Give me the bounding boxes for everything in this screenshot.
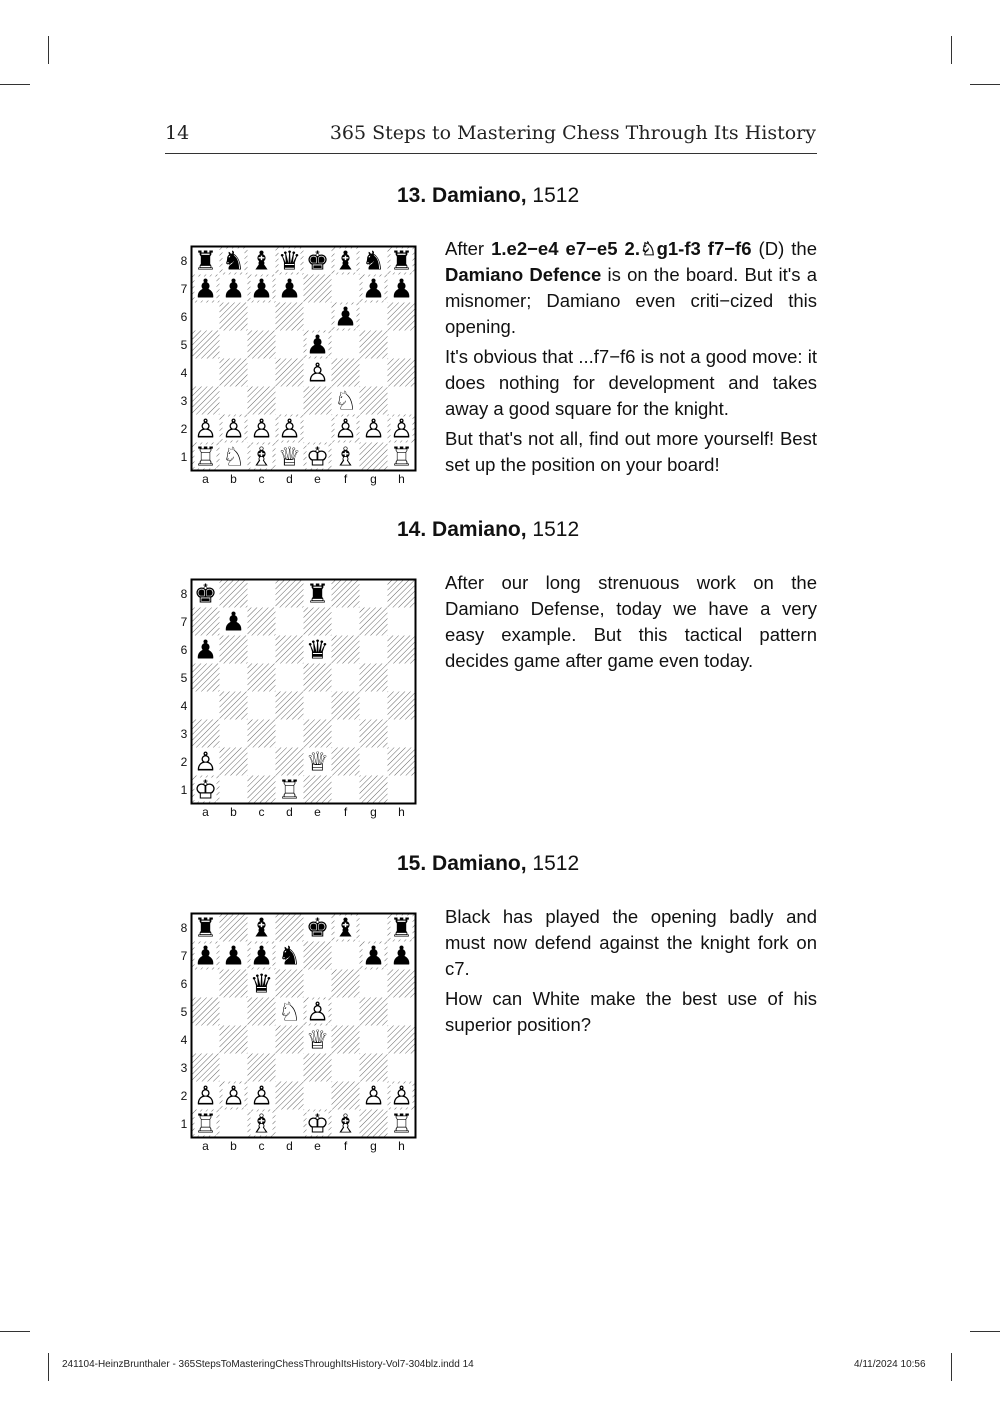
black-pawn-piece: ♟ xyxy=(193,941,218,972)
file-label: h xyxy=(398,805,405,819)
book-title: 365 Steps to Mastering Chess Through Its History xyxy=(329,122,816,144)
page-number: 14 xyxy=(165,122,190,144)
black-pawn-piece: ♟ xyxy=(221,274,246,305)
black-pawn-piece: ♟ xyxy=(389,274,414,305)
dark-square xyxy=(304,664,332,692)
black-bishop-piece: ♝ xyxy=(249,913,274,944)
problem-title xyxy=(397,518,579,542)
black-pawn-piece: ♟ xyxy=(389,941,414,972)
file-label: f xyxy=(343,805,348,819)
black-queen-piece: ♛ xyxy=(249,969,274,1000)
dark-square xyxy=(388,1026,416,1054)
problem-title xyxy=(397,184,579,208)
player-name: Damiano, xyxy=(432,518,527,541)
file-label: d xyxy=(286,472,293,486)
dark-square xyxy=(276,748,304,776)
white-pawn-piece: ♙ xyxy=(305,358,330,389)
white-pawn-piece: ♙ xyxy=(221,1081,246,1112)
problem-text xyxy=(445,236,817,482)
white-king-piece: ♔ xyxy=(305,442,330,472)
crop-mark xyxy=(951,36,952,64)
chess-diagram xyxy=(190,912,417,1139)
rank-label: 1 xyxy=(180,449,188,464)
rank-label: 5 xyxy=(180,670,188,685)
white-king-piece: ♔ xyxy=(193,775,218,805)
rank-label: 7 xyxy=(180,281,188,296)
black-rook-piece: ♜ xyxy=(193,913,218,944)
dark-square xyxy=(220,970,248,998)
white-knight-piece: ♘ xyxy=(277,997,302,1028)
white-bishop-piece: ♗ xyxy=(249,442,274,472)
problem-number: 13. xyxy=(397,184,427,207)
dark-square xyxy=(360,1110,388,1138)
dark-square xyxy=(360,443,388,471)
white-knight-piece: ♘ xyxy=(333,386,358,417)
crop-mark xyxy=(48,1353,49,1381)
problem-text xyxy=(445,570,817,678)
dark-square xyxy=(276,1026,304,1054)
black-pawn-piece: ♟ xyxy=(221,941,246,972)
dark-square xyxy=(192,608,220,636)
dark-square xyxy=(388,748,416,776)
black-knight-piece: ♞ xyxy=(277,941,302,972)
dark-square xyxy=(276,692,304,720)
dark-square xyxy=(192,664,220,692)
crop-mark xyxy=(48,36,49,64)
dark-square xyxy=(332,1082,360,1110)
dark-square xyxy=(248,664,276,692)
problem-number: 14. xyxy=(397,518,427,541)
rank-label: 1 xyxy=(180,782,188,797)
black-knight-piece: ♞ xyxy=(361,246,386,277)
file-label: c xyxy=(258,1139,265,1153)
dark-square xyxy=(332,748,360,776)
file-label: a xyxy=(202,805,209,819)
file-label: b xyxy=(230,805,237,819)
rank-label: 5 xyxy=(180,337,188,352)
dark-square xyxy=(304,387,332,415)
dark-square xyxy=(304,1054,332,1082)
dark-square xyxy=(248,608,276,636)
print-timestamp: 4/11/2024 10:56 xyxy=(854,1359,926,1370)
black-knight-piece: ♞ xyxy=(221,246,246,277)
dark-square xyxy=(220,748,248,776)
paragraph xyxy=(445,426,817,478)
paragraph xyxy=(445,904,817,982)
dark-square xyxy=(276,914,304,942)
file-label: f xyxy=(343,472,348,486)
white-pawn-piece: ♙ xyxy=(389,1081,414,1112)
text-run: But that's not all, find out more yourself! Best set up the position on your board! xyxy=(445,428,817,475)
dark-square xyxy=(220,636,248,664)
text-run: It's obvious that ...f7−f6 is not a good move: it does nothing for development and takes away a good square for the knight. xyxy=(445,346,817,419)
dark-square xyxy=(192,720,220,748)
dark-square xyxy=(332,692,360,720)
problem-year: 1512 xyxy=(532,518,580,541)
rank-label: 8 xyxy=(180,920,188,935)
dark-square xyxy=(276,580,304,608)
black-pawn-piece: ♟ xyxy=(277,274,302,305)
dark-square xyxy=(360,608,388,636)
bold-text: Damiano Defence xyxy=(445,264,602,285)
file-label: e xyxy=(314,472,321,486)
player-name: Damiano, xyxy=(432,852,527,875)
white-king-piece: ♔ xyxy=(305,1109,330,1139)
dark-square xyxy=(192,331,220,359)
problem-year: 1512 xyxy=(532,184,580,207)
dark-square xyxy=(388,970,416,998)
black-king-piece: ♚ xyxy=(193,579,218,610)
file-label: b xyxy=(230,472,237,486)
dark-square xyxy=(192,387,220,415)
file-label: a xyxy=(202,472,209,486)
black-bishop-piece: ♝ xyxy=(333,246,358,277)
white-bishop-piece: ♗ xyxy=(333,442,358,472)
dark-square xyxy=(360,998,388,1026)
rank-label: 3 xyxy=(180,1060,188,1075)
dark-square xyxy=(388,359,416,387)
black-queen-piece: ♛ xyxy=(305,635,330,666)
white-queen-piece: ♕ xyxy=(277,442,302,472)
black-pawn-piece: ♟ xyxy=(249,941,274,972)
black-pawn-piece: ♟ xyxy=(193,635,218,666)
white-bishop-piece: ♗ xyxy=(249,1109,274,1139)
crop-mark xyxy=(0,1331,30,1332)
white-bishop-piece: ♗ xyxy=(333,1109,358,1139)
paragraph xyxy=(445,570,817,674)
white-rook-piece: ♖ xyxy=(389,1109,414,1139)
white-pawn-piece: ♙ xyxy=(193,414,218,445)
file-label: g xyxy=(370,472,377,486)
white-pawn-piece: ♙ xyxy=(249,1081,274,1112)
black-rook-piece: ♜ xyxy=(389,246,414,277)
dark-square xyxy=(192,998,220,1026)
rank-label: 4 xyxy=(180,698,188,713)
black-pawn-piece: ♟ xyxy=(221,607,246,638)
text-run: How can White make the best use of his superior position? xyxy=(445,988,817,1035)
file-label: g xyxy=(370,1139,377,1153)
dark-square xyxy=(276,1082,304,1110)
paragraph xyxy=(445,344,817,422)
chess-diagram xyxy=(190,578,417,805)
white-pawn-piece: ♙ xyxy=(249,414,274,445)
black-bishop-piece: ♝ xyxy=(333,913,358,944)
black-pawn-piece: ♟ xyxy=(193,274,218,305)
dark-square xyxy=(304,275,332,303)
black-bishop-piece: ♝ xyxy=(249,246,274,277)
file-label: e xyxy=(314,805,321,819)
black-queen-piece: ♛ xyxy=(277,246,302,277)
file-label: g xyxy=(370,805,377,819)
dark-square xyxy=(276,359,304,387)
header-rule xyxy=(165,153,817,154)
text-run: After xyxy=(445,238,492,259)
dark-square xyxy=(360,1054,388,1082)
rank-label: 7 xyxy=(180,614,188,629)
dark-square xyxy=(332,580,360,608)
dark-square xyxy=(220,303,248,331)
dark-square xyxy=(220,914,248,942)
rank-label: 2 xyxy=(180,1088,188,1103)
dark-square xyxy=(248,720,276,748)
file-label: c xyxy=(258,805,265,819)
rank-label: 2 xyxy=(180,421,188,436)
white-rook-piece: ♖ xyxy=(389,442,414,472)
paragraph xyxy=(445,986,817,1038)
chess-diagram xyxy=(190,245,417,472)
file-label: d xyxy=(286,1139,293,1153)
rank-label: 3 xyxy=(180,726,188,741)
bold-text: 1.e2−e4 e7−e5 2.♘g1-f3 f7−f6 xyxy=(491,238,752,259)
dark-square xyxy=(304,776,332,804)
white-pawn-piece: ♙ xyxy=(389,414,414,445)
rank-label: 7 xyxy=(180,948,188,963)
black-pawn-piece: ♟ xyxy=(333,302,358,333)
file-label: e xyxy=(314,1139,321,1153)
text-run: After our long strenuous work on the Damiano Defense, today we have a very easy example. But this tactical pattern decides game after game even today. xyxy=(445,572,817,671)
file-label: b xyxy=(230,1139,237,1153)
rank-label: 4 xyxy=(180,1032,188,1047)
black-pawn-piece: ♟ xyxy=(249,274,274,305)
black-rook-piece: ♜ xyxy=(305,579,330,610)
dark-square xyxy=(248,776,276,804)
black-king-piece: ♚ xyxy=(305,246,330,277)
problem-text xyxy=(445,904,817,1042)
file-label: f xyxy=(343,1139,348,1153)
dark-square xyxy=(276,636,304,664)
file-label: a xyxy=(202,1139,209,1153)
dark-square xyxy=(360,331,388,359)
dark-square xyxy=(220,1026,248,1054)
rank-label: 6 xyxy=(180,976,188,991)
rank-label: 5 xyxy=(180,1004,188,1019)
dark-square xyxy=(220,359,248,387)
dark-square xyxy=(276,970,304,998)
paragraph xyxy=(445,236,817,340)
dark-square xyxy=(304,720,332,748)
crop-mark xyxy=(0,84,30,85)
problem-year: 1512 xyxy=(532,852,580,875)
black-pawn-piece: ♟ xyxy=(305,330,330,361)
rank-label: 3 xyxy=(180,393,188,408)
player-name: Damiano, xyxy=(432,184,527,207)
dark-square xyxy=(388,580,416,608)
text-run: (D) the xyxy=(751,238,817,259)
rank-label: 4 xyxy=(180,365,188,380)
crop-mark xyxy=(970,84,1000,85)
black-king-piece: ♚ xyxy=(305,913,330,944)
dark-square xyxy=(304,608,332,636)
problem-number: 15. xyxy=(397,852,427,875)
dark-square xyxy=(192,1054,220,1082)
file-label: h xyxy=(398,472,405,486)
rank-label: 6 xyxy=(180,309,188,324)
dark-square xyxy=(332,636,360,664)
white-pawn-piece: ♙ xyxy=(277,414,302,445)
dark-square xyxy=(360,720,388,748)
white-rook-piece: ♖ xyxy=(193,1109,218,1139)
crop-mark xyxy=(951,1353,952,1381)
black-rook-piece: ♜ xyxy=(389,913,414,944)
dark-square xyxy=(220,692,248,720)
white-pawn-piece: ♙ xyxy=(361,1081,386,1112)
dark-square xyxy=(220,580,248,608)
file-label: d xyxy=(286,805,293,819)
white-pawn-piece: ♙ xyxy=(333,414,358,445)
problem-title xyxy=(397,852,579,876)
crop-mark xyxy=(970,1331,1000,1332)
rank-label: 1 xyxy=(180,1116,188,1131)
file-label: h xyxy=(398,1139,405,1153)
white-pawn-piece: ♙ xyxy=(361,414,386,445)
file-label: c xyxy=(258,472,265,486)
rank-label: 2 xyxy=(180,754,188,769)
text-run: is on the board. But it's a misnomer; Damiano even criti−cized this opening. xyxy=(445,264,817,337)
white-rook-piece: ♖ xyxy=(277,775,302,805)
white-pawn-piece: ♙ xyxy=(221,414,246,445)
dark-square xyxy=(248,331,276,359)
black-pawn-piece: ♟ xyxy=(361,274,386,305)
black-pawn-piece: ♟ xyxy=(361,941,386,972)
dark-square xyxy=(332,970,360,998)
dark-square xyxy=(332,1026,360,1054)
white-pawn-piece: ♙ xyxy=(305,997,330,1028)
black-rook-piece: ♜ xyxy=(193,246,218,277)
rank-label: 8 xyxy=(180,253,188,268)
dark-square xyxy=(248,998,276,1026)
dark-square xyxy=(360,664,388,692)
dark-square xyxy=(360,776,388,804)
white-rook-piece: ♖ xyxy=(193,442,218,472)
white-pawn-piece: ♙ xyxy=(193,1081,218,1112)
rank-label: 6 xyxy=(180,642,188,657)
dark-square xyxy=(388,636,416,664)
dark-square xyxy=(248,1054,276,1082)
dark-square xyxy=(332,359,360,387)
dark-square xyxy=(388,692,416,720)
white-queen-piece: ♕ xyxy=(305,747,330,778)
dark-square xyxy=(248,387,276,415)
print-slug: 241104-HeinzBrunthaler - 365StepsToMasteringChessThroughItsHistory-Vol7-304blz.indd 14 xyxy=(62,1359,474,1370)
text-run: Black has played the opening badly and must now defend against the knight fork on c7. xyxy=(445,906,817,979)
white-pawn-piece: ♙ xyxy=(193,747,218,778)
white-knight-piece: ♘ xyxy=(221,442,246,472)
rank-label: 8 xyxy=(180,586,188,601)
white-queen-piece: ♕ xyxy=(305,1025,330,1056)
dark-square xyxy=(388,303,416,331)
dark-square xyxy=(304,942,332,970)
dark-square xyxy=(360,387,388,415)
dark-square xyxy=(276,303,304,331)
